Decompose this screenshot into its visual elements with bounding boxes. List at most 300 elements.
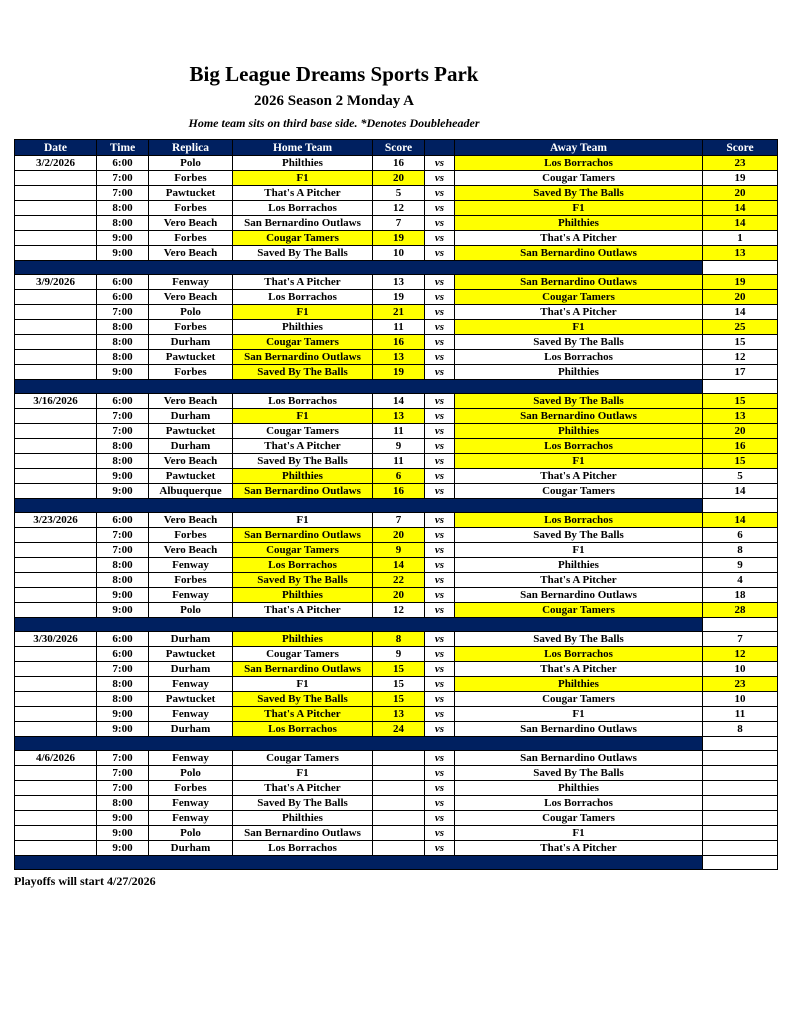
date-cell [15, 603, 97, 618]
home-score-cell [373, 781, 425, 796]
vs-cell: vs [425, 484, 455, 499]
date-cell [15, 841, 97, 856]
col-header-away-team: Away Team [455, 140, 703, 156]
date-cell [15, 781, 97, 796]
date-cell [15, 305, 97, 320]
game-row [15, 275, 778, 290]
home-team-cell: Saved By The Balls [233, 796, 373, 811]
date-cell [15, 409, 97, 424]
date-cell: 3/2/2026 [15, 156, 97, 171]
away-team-cell: That's A Pitcher [455, 573, 703, 588]
week-separator [15, 856, 778, 870]
away-team-cell: That's A Pitcher [455, 305, 703, 320]
away-score-cell: 10 [703, 692, 778, 707]
away-team-cell: Saved By The Balls [455, 632, 703, 647]
home-team-cell: Saved By The Balls [233, 365, 373, 380]
home-team-cell: San Bernardino Outlaws [233, 484, 373, 499]
home-team-cell: F1 [233, 305, 373, 320]
game-row [15, 201, 778, 216]
replica-cell: Durham [149, 841, 233, 856]
week-separator-end [703, 618, 778, 632]
home-score-cell: 7 [373, 216, 425, 231]
away-score-cell: 14 [703, 513, 778, 528]
header-row [15, 140, 778, 156]
replica-cell: Durham [149, 662, 233, 677]
replica-cell: Fenway [149, 275, 233, 290]
vs-cell: vs [425, 707, 455, 722]
home-score-cell: 20 [373, 588, 425, 603]
home-score-cell: 16 [373, 335, 425, 350]
home-score-cell: 11 [373, 424, 425, 439]
away-score-cell [703, 796, 778, 811]
time-cell: 7:00 [97, 543, 149, 558]
away-score-cell: 12 [703, 647, 778, 662]
home-score-cell [373, 796, 425, 811]
away-score-cell: 4 [703, 573, 778, 588]
away-team-cell: Philthies [455, 677, 703, 692]
home-score-cell: 15 [373, 692, 425, 707]
game-row [15, 394, 778, 409]
replica-cell: Pawtucket [149, 424, 233, 439]
away-score-cell: 20 [703, 290, 778, 305]
replica-cell: Pawtucket [149, 647, 233, 662]
game-row [15, 603, 778, 618]
date-cell [15, 246, 97, 261]
away-team-cell: Los Borrachos [455, 513, 703, 528]
time-cell: 6:00 [97, 632, 149, 647]
col-header-home-score: Score [373, 140, 425, 156]
away-team-cell: Cougar Tamers [455, 603, 703, 618]
home-score-cell: 15 [373, 677, 425, 692]
game-row [15, 409, 778, 424]
away-score-cell: 14 [703, 305, 778, 320]
away-team-cell: Cougar Tamers [455, 171, 703, 186]
week-separator-bar [15, 261, 703, 275]
date-cell: 3/16/2026 [15, 394, 97, 409]
home-score-cell: 24 [373, 722, 425, 737]
away-score-cell: 19 [703, 275, 778, 290]
replica-cell: Polo [149, 826, 233, 841]
time-cell: 7:00 [97, 751, 149, 766]
away-team-cell: That's A Pitcher [455, 469, 703, 484]
replica-cell: Pawtucket [149, 350, 233, 365]
date-cell [15, 365, 97, 380]
time-cell: 7:00 [97, 766, 149, 781]
time-cell: 7:00 [97, 171, 149, 186]
replica-cell: Durham [149, 409, 233, 424]
home-team-cell: Saved By The Balls [233, 246, 373, 261]
vs-cell: vs [425, 826, 455, 841]
time-cell: 9:00 [97, 722, 149, 737]
vs-cell: vs [425, 632, 455, 647]
date-cell [15, 677, 97, 692]
game-row [15, 454, 778, 469]
date-cell [15, 662, 97, 677]
home-score-cell: 9 [373, 543, 425, 558]
home-score-cell: 20 [373, 528, 425, 543]
away-score-cell: 19 [703, 171, 778, 186]
week-separator-bar [15, 380, 703, 394]
away-team-cell: Los Borrachos [455, 156, 703, 171]
vs-cell: vs [425, 201, 455, 216]
game-row [15, 766, 778, 781]
home-score-cell: 13 [373, 350, 425, 365]
home-score-cell: 11 [373, 320, 425, 335]
week-separator-end [703, 856, 778, 870]
away-team-cell: Saved By The Balls [455, 394, 703, 409]
home-score-cell: 9 [373, 647, 425, 662]
home-team-cell: Cougar Tamers [233, 751, 373, 766]
replica-cell: Forbes [149, 231, 233, 246]
home-score-cell [373, 826, 425, 841]
time-cell: 9:00 [97, 841, 149, 856]
away-team-cell: Cougar Tamers [455, 692, 703, 707]
game-row [15, 588, 778, 603]
date-cell [15, 558, 97, 573]
replica-cell: Vero Beach [149, 290, 233, 305]
date-cell [15, 320, 97, 335]
week-separator [15, 499, 778, 513]
game-row [15, 186, 778, 201]
time-cell: 7:00 [97, 662, 149, 677]
home-team-cell: Cougar Tamers [233, 231, 373, 246]
away-score-cell: 8 [703, 722, 778, 737]
replica-cell: Vero Beach [149, 246, 233, 261]
time-cell: 8:00 [97, 320, 149, 335]
game-row [15, 647, 778, 662]
away-score-cell: 15 [703, 394, 778, 409]
time-cell: 9:00 [97, 365, 149, 380]
vs-cell: vs [425, 394, 455, 409]
vs-cell: vs [425, 171, 455, 186]
vs-cell: vs [425, 320, 455, 335]
vs-cell: vs [425, 528, 455, 543]
away-team-cell: Cougar Tamers [455, 811, 703, 826]
vs-cell: vs [425, 677, 455, 692]
away-team-cell: That's A Pitcher [455, 662, 703, 677]
week-separator-bar [15, 856, 703, 870]
replica-cell: Pawtucket [149, 692, 233, 707]
week-separator-bar [15, 618, 703, 632]
home-team-cell: Philthies [233, 320, 373, 335]
home-team-cell: San Bernardino Outlaws [233, 216, 373, 231]
week-separator [15, 737, 778, 751]
replica-cell: Fenway [149, 588, 233, 603]
home-score-cell: 16 [373, 484, 425, 499]
time-cell: 6:00 [97, 394, 149, 409]
away-score-cell: 20 [703, 424, 778, 439]
away-score-cell: 18 [703, 588, 778, 603]
home-team-cell: San Bernardino Outlaws [233, 528, 373, 543]
away-team-cell: Saved By The Balls [455, 186, 703, 201]
time-cell: 6:00 [97, 290, 149, 305]
date-cell [15, 469, 97, 484]
home-score-cell [373, 811, 425, 826]
game-row [15, 707, 778, 722]
week-separator [15, 261, 778, 275]
week-separator-bar [15, 737, 703, 751]
col-header-home-team: Home Team [233, 140, 373, 156]
time-cell: 6:00 [97, 647, 149, 662]
vs-cell: vs [425, 424, 455, 439]
game-row [15, 365, 778, 380]
home-team-cell: F1 [233, 766, 373, 781]
game-row [15, 692, 778, 707]
home-score-cell: 13 [373, 409, 425, 424]
home-team-cell: Cougar Tamers [233, 335, 373, 350]
date-cell [15, 335, 97, 350]
game-row [15, 469, 778, 484]
away-team-cell: F1 [455, 826, 703, 841]
time-cell: 7:00 [97, 528, 149, 543]
time-cell: 8:00 [97, 558, 149, 573]
date-cell [15, 171, 97, 186]
away-score-cell: 12 [703, 350, 778, 365]
game-row [15, 246, 778, 261]
away-team-cell: F1 [455, 454, 703, 469]
game-row [15, 528, 778, 543]
game-row [15, 424, 778, 439]
vs-cell: vs [425, 469, 455, 484]
date-cell [15, 528, 97, 543]
home-team-cell: San Bernardino Outlaws [233, 662, 373, 677]
date-cell [15, 186, 97, 201]
replica-cell: Forbes [149, 365, 233, 380]
time-cell: 9:00 [97, 826, 149, 841]
home-score-cell: 19 [373, 231, 425, 246]
vs-cell: vs [425, 811, 455, 826]
away-score-cell: 8 [703, 543, 778, 558]
week-separator-end [703, 737, 778, 751]
home-team-cell: F1 [233, 409, 373, 424]
home-team-cell: Philthies [233, 156, 373, 171]
home-score-cell: 16 [373, 156, 425, 171]
replica-cell: Pawtucket [149, 469, 233, 484]
time-cell: 8:00 [97, 796, 149, 811]
away-team-cell: F1 [455, 543, 703, 558]
home-score-cell: 19 [373, 290, 425, 305]
time-cell: 7:00 [97, 781, 149, 796]
season-subtitle: 2026 Season 2 Monday A [253, 93, 415, 109]
time-cell: 6:00 [97, 156, 149, 171]
time-cell: 7:00 [97, 305, 149, 320]
vs-cell: vs [425, 558, 455, 573]
home-score-cell [373, 841, 425, 856]
replica-cell: Fenway [149, 811, 233, 826]
away-score-cell: 9 [703, 558, 778, 573]
date-cell: 4/6/2026 [15, 751, 97, 766]
game-row [15, 231, 778, 246]
date-cell [15, 424, 97, 439]
week-separator-end [703, 499, 778, 513]
home-team-cell: That's A Pitcher [233, 275, 373, 290]
home-team-cell: That's A Pitcher [233, 781, 373, 796]
heading-block [14, 62, 654, 131]
game-row [15, 171, 778, 186]
home-team-cell: San Bernardino Outlaws [233, 350, 373, 365]
home-team-cell: Philthies [233, 588, 373, 603]
replica-cell: Vero Beach [149, 394, 233, 409]
date-cell [15, 588, 97, 603]
home-team-cell: Los Borrachos [233, 290, 373, 305]
away-score-cell: 11 [703, 707, 778, 722]
game-row [15, 573, 778, 588]
vs-cell: vs [425, 647, 455, 662]
replica-cell: Vero Beach [149, 454, 233, 469]
away-score-cell [703, 811, 778, 826]
away-team-cell: F1 [455, 201, 703, 216]
replica-cell: Polo [149, 156, 233, 171]
away-score-cell [703, 841, 778, 856]
away-score-cell: 28 [703, 603, 778, 618]
game-row [15, 722, 778, 737]
time-cell: 8:00 [97, 454, 149, 469]
vs-cell: vs [425, 305, 455, 320]
time-cell: 8:00 [97, 201, 149, 216]
away-team-cell: San Bernardino Outlaws [455, 588, 703, 603]
home-team-cell: Saved By The Balls [233, 454, 373, 469]
replica-cell: Fenway [149, 558, 233, 573]
home-score-cell: 22 [373, 573, 425, 588]
away-score-cell: 23 [703, 677, 778, 692]
away-score-cell: 14 [703, 201, 778, 216]
time-cell: 7:00 [97, 409, 149, 424]
date-cell [15, 796, 97, 811]
game-row [15, 216, 778, 231]
date-cell: 3/30/2026 [15, 632, 97, 647]
col-header-date: Date [15, 140, 97, 156]
replica-cell: Forbes [149, 781, 233, 796]
away-team-cell: Los Borrachos [455, 350, 703, 365]
vs-cell: vs [425, 216, 455, 231]
vs-cell: vs [425, 662, 455, 677]
home-team-cell: Los Borrachos [233, 394, 373, 409]
away-team-cell: Cougar Tamers [455, 290, 703, 305]
away-score-cell [703, 766, 778, 781]
time-cell: 8:00 [97, 573, 149, 588]
replica-cell: Durham [149, 439, 233, 454]
away-score-cell: 5 [703, 469, 778, 484]
away-score-cell [703, 751, 778, 766]
game-row [15, 484, 778, 499]
time-cell: 9:00 [97, 469, 149, 484]
schedule-body [15, 156, 778, 870]
col-header-away-score: Score [703, 140, 778, 156]
away-score-cell [703, 826, 778, 841]
away-score-cell: 15 [703, 454, 778, 469]
time-cell: 9:00 [97, 707, 149, 722]
time-cell: 8:00 [97, 335, 149, 350]
week-separator [15, 618, 778, 632]
game-row [15, 439, 778, 454]
date-cell [15, 216, 97, 231]
date-cell [15, 692, 97, 707]
home-score-cell: 13 [373, 707, 425, 722]
away-score-cell: 13 [703, 246, 778, 261]
date-cell [15, 826, 97, 841]
replica-cell: Fenway [149, 751, 233, 766]
away-score-cell: 15 [703, 335, 778, 350]
home-team-cell: That's A Pitcher [233, 186, 373, 201]
vs-cell: vs [425, 231, 455, 246]
replica-cell: Durham [149, 722, 233, 737]
game-row [15, 677, 778, 692]
away-score-cell: 10 [703, 662, 778, 677]
away-team-cell: Philthies [455, 365, 703, 380]
replica-cell: Vero Beach [149, 543, 233, 558]
replica-cell: Polo [149, 766, 233, 781]
away-team-cell: F1 [455, 707, 703, 722]
game-row [15, 662, 778, 677]
replica-cell: Forbes [149, 171, 233, 186]
away-team-cell: Saved By The Balls [455, 335, 703, 350]
away-team-cell: Cougar Tamers [455, 484, 703, 499]
vs-cell: vs [425, 573, 455, 588]
away-score-cell: 7 [703, 632, 778, 647]
away-team-cell: That's A Pitcher [455, 841, 703, 856]
time-cell: 8:00 [97, 439, 149, 454]
vs-cell: vs [425, 781, 455, 796]
home-team-cell: Philthies [233, 811, 373, 826]
home-score-cell: 12 [373, 201, 425, 216]
home-score-cell: 15 [373, 662, 425, 677]
replica-cell: Fenway [149, 796, 233, 811]
replica-cell: Forbes [149, 320, 233, 335]
away-team-cell: Los Borrachos [455, 796, 703, 811]
home-team-cell: Cougar Tamers [233, 424, 373, 439]
vs-cell: vs [425, 290, 455, 305]
home-team-cell: Los Borrachos [233, 558, 373, 573]
away-team-cell: Philthies [455, 424, 703, 439]
time-cell: 9:00 [97, 231, 149, 246]
game-row [15, 305, 778, 320]
game-row [15, 290, 778, 305]
game-row [15, 751, 778, 766]
home-team-cell: Saved By The Balls [233, 573, 373, 588]
home-score-cell [373, 751, 425, 766]
away-score-cell: 25 [703, 320, 778, 335]
away-team-cell: Los Borrachos [455, 647, 703, 662]
vs-cell: vs [425, 513, 455, 528]
replica-cell: Forbes [149, 573, 233, 588]
time-cell: 9:00 [97, 811, 149, 826]
time-cell: 9:00 [97, 603, 149, 618]
home-score-cell: 14 [373, 394, 425, 409]
vs-cell: vs [425, 275, 455, 290]
home-score-cell: 8 [373, 632, 425, 647]
away-score-cell: 16 [703, 439, 778, 454]
home-team-cell: F1 [233, 171, 373, 186]
vs-cell: vs [425, 751, 455, 766]
away-team-cell: That's A Pitcher [455, 231, 703, 246]
home-team-cell: That's A Pitcher [233, 707, 373, 722]
vs-cell: vs [425, 156, 455, 171]
replica-cell: Albuquerque [149, 484, 233, 499]
time-cell: 8:00 [97, 677, 149, 692]
time-cell: 9:00 [97, 588, 149, 603]
date-cell: 3/9/2026 [15, 275, 97, 290]
home-score-cell: 13 [373, 275, 425, 290]
home-score-cell: 14 [373, 558, 425, 573]
game-row [15, 781, 778, 796]
home-team-cell: That's A Pitcher [233, 603, 373, 618]
week-separator-end [703, 261, 778, 275]
away-score-cell: 23 [703, 156, 778, 171]
away-score-cell: 14 [703, 484, 778, 499]
vs-cell: vs [425, 603, 455, 618]
vs-cell: vs [425, 365, 455, 380]
time-cell: 6:00 [97, 513, 149, 528]
